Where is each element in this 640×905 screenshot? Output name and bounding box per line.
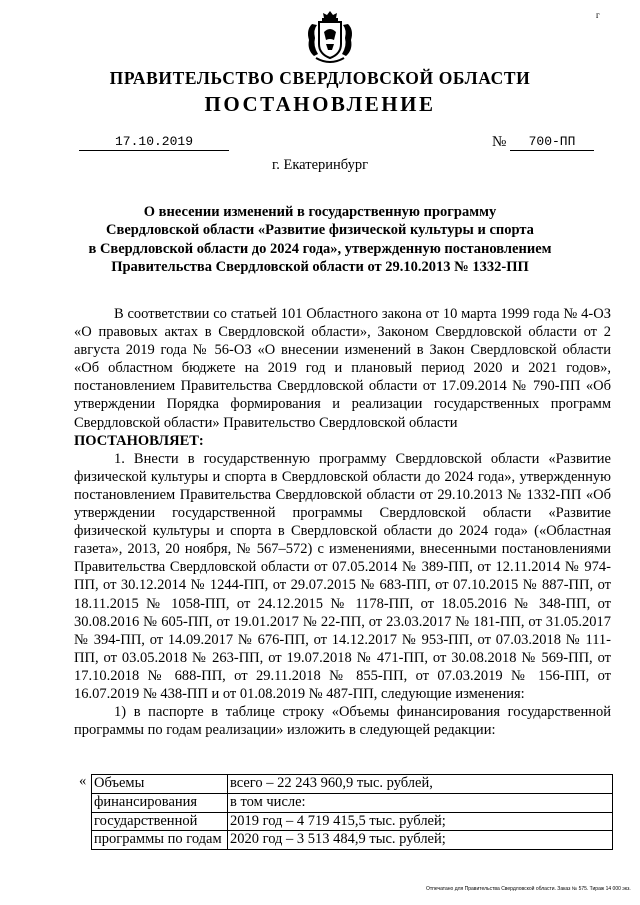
table-row xyxy=(92,831,613,850)
title-line: Свердловской области «Развитие физической культуры и спорта xyxy=(106,222,534,239)
document-type: ПОСТАНОВЛЕНИЕ xyxy=(204,92,436,116)
resolves-heading: ПОСТАНОВЛЯЕТ: xyxy=(74,432,204,449)
decree-number: 700-ПП xyxy=(510,134,594,151)
item-1-paragraph: 1. Внести в государственную программу Свердловской области «Развитие физической культуры и спорта в Свердловской области до 2024 года», утвержденную постановлением Правительства Свердловской области от 29.10.2013 № 1332-ПП «Об утверждении государственной программы Свердловской области «Развитие физической культуры и спорта в Свердловской области до 2024 года» («Областная газета», 2013, 20 ноября, № 567–572) с изменениями, внесенными постановлениями Правительства Свердловской области от 07.05.2014 № 389-ПП, от 12.11.2014 № 974-ПП, от 30.12.2014 № 1244-ПП, от 29.07.2015 № 683-ПП, от 07.10.2015 № 887-ПП, от 18.11.2015 № 1058-ПП, от 24.12.2015 № 1178-ПП, от 18.05.2016 № 348-ПП, от 30.08.2016 № 605-ПП, от 19.01.2017 № 22-ПП, от 23.03.2017 № 181-ПП, от 31.05.2017 № 394-ПП, от 14.09.2017 № 676-ПП, от 14.12.2017 № 953-ПП, от 07.03.2018 № 111-ПП, от 03.05.2018 № 263-ПП, от 19.07.2018 № 471-ПП, от 30.08.2018 № 569-ПП, от 17.10.2018 № 688-ПП, от 29.11.2018 № 855-ПП, от 07.03.2019 № 156-ПП, от 16.07.2019 № 438-ПП и от 01.08.2019 № 487-ПП, следующие изменения: xyxy=(74,450,611,702)
preamble-paragraph: В соответствии со статьей 101 Областного закона от 10 марта 1999 года № 4-ОЗ «О правовых актах в Свердловской области», Законом Свердловской области от 2 августа 2019 года № 56-ОЗ «О внесении изменений в Закон Свердловской области «Об областном бюджете на 2019 год и плановый период 2020 и 2021 годов», постановлением Правительства Свердловской области от 17.09.2014 № 790-ПП «Об утверждении Порядка формирования и реализации государственных программ Свердловской области» Правительство Свердловской области xyxy=(74,306,611,431)
decree-date: 17.10.2019 xyxy=(79,134,229,151)
table-cell-value: 2019 год – 4 719 415,5 тыс. рублей; xyxy=(228,812,613,831)
government-name: ПРАВИТЕЛЬСТВО СВЕРДЛОВСКОЙ ОБЛАСТИ xyxy=(109,68,531,88)
table-row xyxy=(92,812,613,831)
title-line: Правительства Свердловской области от 29.10.2013 № 1332-ПП xyxy=(111,259,529,276)
table-row xyxy=(92,775,613,794)
financing-table xyxy=(91,774,613,850)
table-cell-value: всего – 22 243 960,9 тыс. рублей, xyxy=(228,775,613,794)
city: г. Екатеринбург xyxy=(271,157,369,173)
table-cell-label: программы по годам xyxy=(92,831,228,850)
table-row xyxy=(92,793,613,812)
table-cell-value: в том числе: xyxy=(228,793,613,812)
coat-of-arms-icon xyxy=(304,10,356,66)
document-body xyxy=(74,305,611,739)
subitem-1-paragraph: 1) в паспорте в таблице строку «Объемы финансирования государственной программы по годам реализации» изложить в следующей редакции: xyxy=(74,704,611,739)
open-quote: « xyxy=(79,773,87,789)
table-cell-label: Объемы xyxy=(92,775,228,794)
document-title xyxy=(80,203,560,277)
title-line: О внесении изменений в государственную программу xyxy=(143,204,497,220)
number-sign: № xyxy=(492,134,507,150)
print-footer: Отпечатано для Правительства Свердловской области. Заказ № 575. Тираж 14 000 экз. xyxy=(426,886,631,892)
title-line: в Свердловской области до 2024 года», утвержденную постановлением xyxy=(88,240,552,257)
table-cell-value: 2020 год – 3 513 484,9 тыс. рублей; xyxy=(228,831,613,850)
table-cell-label: финансирования xyxy=(92,793,228,812)
corner-mark: г xyxy=(596,10,600,20)
table-cell-label: государственной xyxy=(92,812,228,831)
